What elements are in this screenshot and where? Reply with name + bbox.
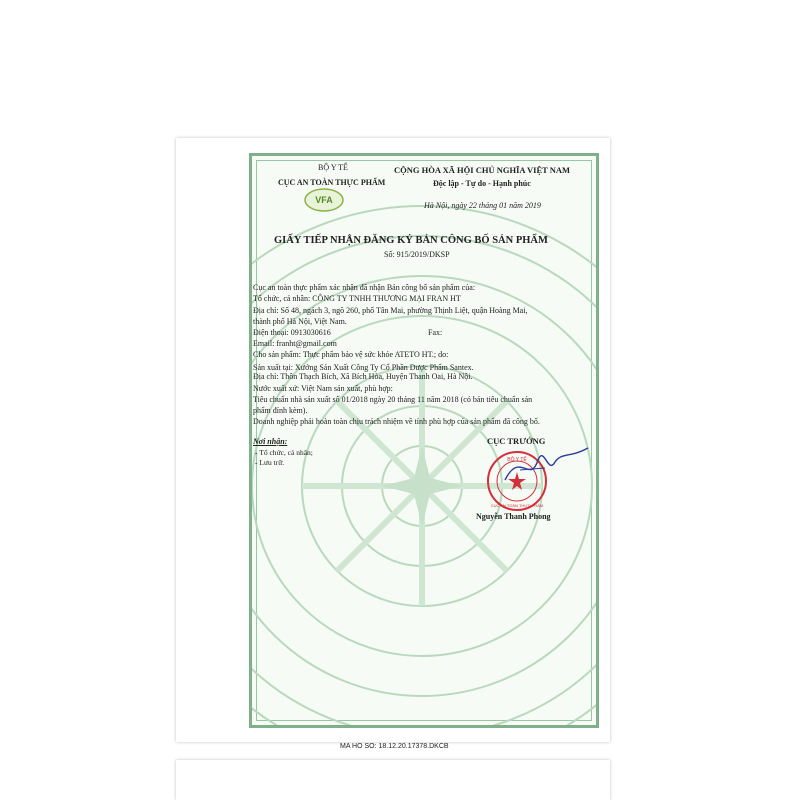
recipient-2: - Lưu trữ. [255, 458, 285, 467]
ministry-name: BỘ Y TẾ [318, 163, 348, 172]
responsibility-line: Doanh nghiệp phải hoàn toàn chịu trách nhiệm về tính phù hợp của sản phẩm đã công bố. [253, 417, 540, 426]
body-line-3: Địa chỉ: Số 48, ngách 3, ngõ 260, phố Tân Mai, phường Thịnh Liệt, quận Hoàng Mai, [253, 306, 528, 315]
motto: Độc lập - Tự do - Hạnh phúc [433, 179, 531, 188]
email-line: Email: franht@gmail.com [253, 339, 337, 348]
next-document-page [176, 760, 610, 800]
recipients-title: Nơi nhận: [253, 437, 288, 446]
issue-date: Hà Nội, ngày 22 tháng 01 năm 2019 [424, 201, 541, 210]
recipient-1: - Tổ chức, cá nhân; [255, 448, 313, 457]
manufacturer-line: Sản xuất tại: Xưởng Sản Xuất Công Ty Cổ Phần Dược Phẩm Santex. [253, 363, 474, 372]
product-line: Cho sản phẩm: Thực phẩm bảo vệ sức khỏe ATETO HT.; do: [253, 350, 449, 359]
signer-name: Nguyễn Thanh Phong [476, 512, 551, 521]
body-line-1: Cục an toàn thực phẩm xác nhận đã nhận Bản công bố sản phẩm của: [253, 283, 476, 292]
manufacturer-address: Địa chỉ: Thôn Thạch Bích, Xã Bích Hòa, Huyện Thanh Oai, Hà Nội. [253, 372, 473, 381]
country-name: CỘNG HÒA XÃ HỘI CHỦ NGHĨA VIỆT NAM [394, 165, 571, 175]
signature [500, 440, 590, 490]
body-line-4: thành phố Hà Nội, Việt Nam. [253, 317, 347, 326]
standard-line-2: phẩm đính kèm). [253, 406, 308, 415]
signer-role: CỤC TRƯỞNG [487, 436, 546, 446]
agency-name: CỤC AN TOÀN THỰC PHẨM [278, 178, 386, 187]
document-title: GIẤY TIẾP NHẬN ĐĂNG KÝ BẢN CÔNG BỐ SẢN PHẨM [274, 235, 548, 246]
origin-line: Nước xuất xứ: Việt Nam sản xuất, phù hợp: [253, 384, 393, 393]
record-code: MA HO SO: 18.12.20.17378.DKCB [340, 743, 449, 750]
phone-line: Điện thoại: 0913030616 [253, 328, 331, 337]
fax-line: Fax: [428, 328, 443, 337]
seal-top-text: BỘ Y TẾ [507, 457, 527, 463]
body-line-2: Tổ chức, cá nhân: CÔNG TY TNHH THƯƠNG MẠI FRAN HT [253, 294, 461, 303]
seal-bottom-text: CỤC AN TOÀN THỰC PHẨM [490, 503, 544, 508]
standard-line-1: Tiêu chuẩn nhà sản xuất số 01/2018 ngày 20 tháng 11 năm 2018 (có bản tiêu chuẩn sản [253, 395, 533, 404]
document-number: Số: 915/2019/DKSP [384, 250, 450, 259]
vfa-logo-text: VFA [315, 195, 333, 205]
vfa-logo [304, 188, 344, 212]
